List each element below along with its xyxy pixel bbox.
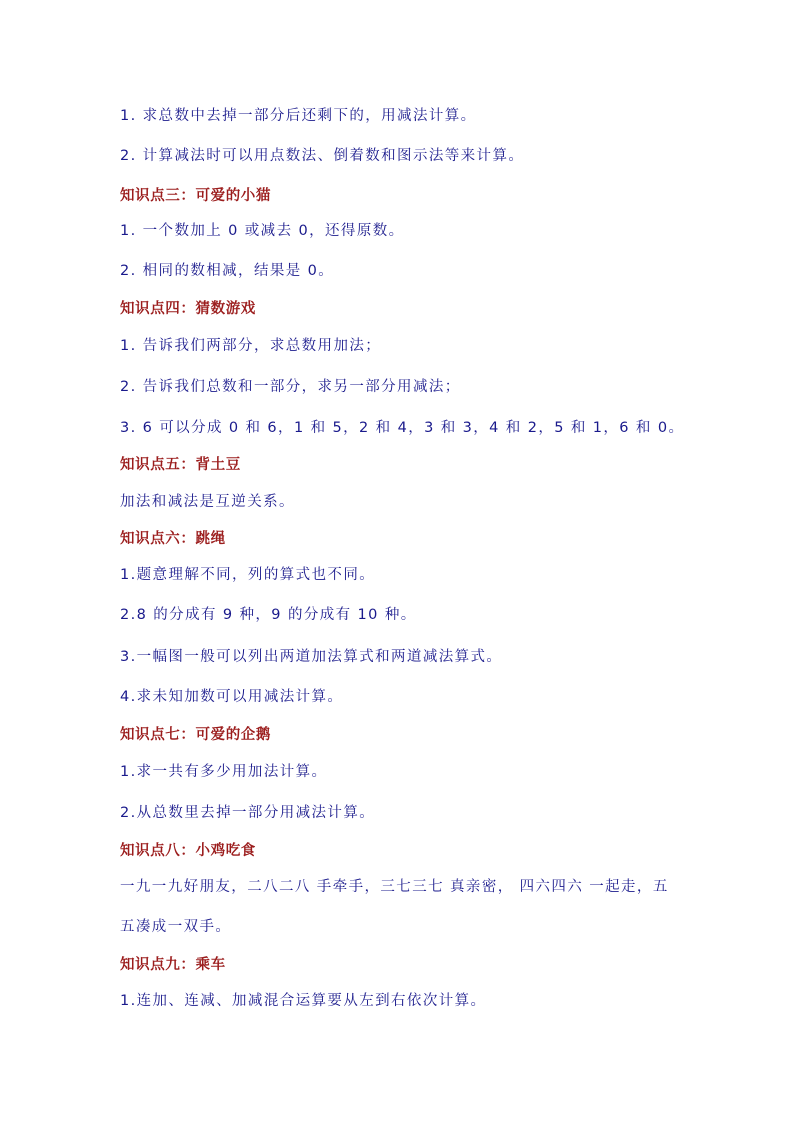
section-heading-4: 知识点四：猜数游戏 xyxy=(120,301,256,317)
section-4-point-3: 3. 6 可以分成 0 和 6，1 和 5，2 和 4，3 和 3，4 和 2，5 和 1，6 和 0。 xyxy=(120,420,685,436)
section-6-point-4: 4.求未知加数可以用减法计算。 xyxy=(120,689,344,705)
section-3-point-1: 1. 一个数加上 0 或减去 0，还得原数。 xyxy=(120,223,405,239)
subtraction-point-2: 2. 计算减法时可以用点数法、倒着数和图示法等来计算。 xyxy=(120,148,525,164)
subtraction-point-1: 1. 求总数中去掉一部分后还剩下的，用减法计算。 xyxy=(120,108,477,124)
section-heading-8: 知识点八：小鸡吃食 xyxy=(120,843,256,859)
section-4-point-1: 1. 告诉我们两部分，求总数用加法； xyxy=(120,338,382,354)
section-9-point-1: 1.连加、连减、加减混合运算要从左到右依次计算。 xyxy=(120,993,487,1009)
section-6-point-3: 3.一幅图一般可以列出两道加法算式和两道减法算式。 xyxy=(120,649,503,665)
section-5-text: 加法和减法是互逆关系。 xyxy=(120,494,295,510)
section-6-point-2: 2.8 的分成有 9 种，9 的分成有 10 种。 xyxy=(120,607,417,623)
section-7-point-1: 1.求一共有多少用加法计算。 xyxy=(120,764,328,780)
section-heading-3: 知识点三：可爱的小猫 xyxy=(120,188,271,204)
section-8-text-line-1: 一九一九好朋友，二八二八 手牵手，三七三七 真亲密， 四六四六 一起走，五 xyxy=(120,879,669,895)
section-6-point-1: 1.题意理解不同，列的算式也不同。 xyxy=(120,567,376,583)
section-8-text-line-2: 五凑成一双手。 xyxy=(120,919,232,935)
section-3-point-2: 2. 相同的数相减，结果是 0。 xyxy=(120,263,335,279)
section-7-point-2: 2.从总数里去掉一部分用减法计算。 xyxy=(120,805,376,821)
section-heading-7: 知识点七：可爱的企鹅 xyxy=(120,727,271,743)
section-4-point-2: 2. 告诉我们总数和一部分，求另一部分用减法； xyxy=(120,379,461,395)
section-heading-9: 知识点九：乘车 xyxy=(120,957,226,973)
section-heading-6: 知识点六：跳绳 xyxy=(120,531,226,547)
section-heading-5: 知识点五：背土豆 xyxy=(120,457,241,473)
